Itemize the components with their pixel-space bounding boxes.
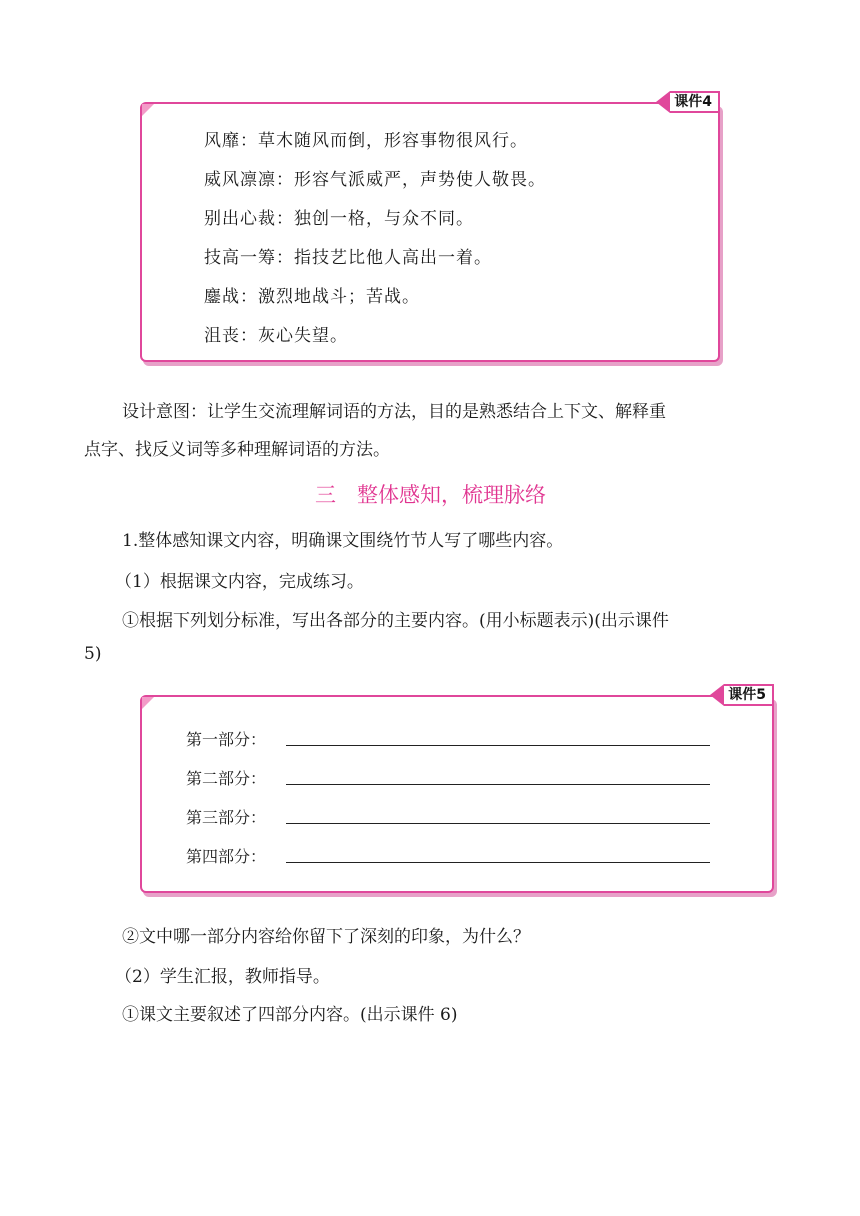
item-1-sub-2: （2）学生汇报，教师指导。: [115, 967, 330, 987]
courseware-5-box: [140, 687, 774, 893]
design-intent-line1: 设计意图：让学生交流理解词语的方法，目的是熟悉结合上下文、解释重: [122, 402, 666, 422]
courseware-tag-label: 课件4: [670, 91, 720, 113]
part-2-label: 第二部分：: [186, 769, 267, 788]
item-1-sub-1-a-line1: ①根据下列划分标准，写出各部分的主要内容。(用小标题表示)(出示课件: [122, 611, 669, 631]
courseware-tag-label: 课件5: [724, 684, 774, 706]
tag-arrow-icon: [710, 684, 724, 706]
courseware-tag: [656, 91, 720, 113]
definition-fengmi: 风靡：草木随风而倒，形容事物很风行。: [204, 131, 528, 151]
part-4-blank[interactable]: [286, 862, 710, 863]
part-3-blank[interactable]: [286, 823, 710, 824]
definition-biechuxincai: 别出心裁：独创一格，与众不同。: [204, 209, 474, 229]
item-1-sub-2-a: ①课文主要叙述了四部分内容。(出示课件 6): [122, 1005, 458, 1025]
corner-decoration: [142, 697, 154, 709]
definition-jigaoyichou: 技高一筹：指技艺比他人高出一着。: [204, 248, 492, 268]
item-1-sub-1: （1）根据课文内容，完成练习。: [115, 572, 364, 592]
item-1-sub-1-b: ②文中哪一部分内容给你留下了深刻的印象，为什么？: [122, 927, 530, 947]
definition-jusang: 沮丧：灰心失望。: [204, 326, 348, 346]
part-2-blank[interactable]: [286, 784, 710, 785]
part-1-blank[interactable]: [286, 745, 710, 746]
design-intent-line2: 点字、找反义词等多种理解词语的方法。: [84, 440, 390, 460]
courseware-4-box: [140, 94, 720, 362]
definition-weifenglinlin: 威风凛凛：形容气派威严，声势使人敬畏。: [204, 170, 546, 190]
courseware-tag: [710, 684, 774, 706]
corner-decoration: [142, 104, 154, 116]
item-1-sub-1-a-line2: 5): [84, 644, 102, 664]
section-heading: 三 整体感知，梳理脉络: [315, 483, 546, 507]
tag-arrow-icon: [656, 91, 670, 113]
part-3-label: 第三部分：: [186, 808, 267, 827]
definition-aozhan: 鏖战：激烈地战斗；苦战。: [204, 287, 420, 307]
part-4-label: 第四部分：: [186, 847, 267, 866]
part-1-label: 第一部分：: [186, 730, 267, 749]
item-1: 1.整体感知课文内容，明确课文围绕竹节人写了哪些内容。: [122, 531, 564, 551]
